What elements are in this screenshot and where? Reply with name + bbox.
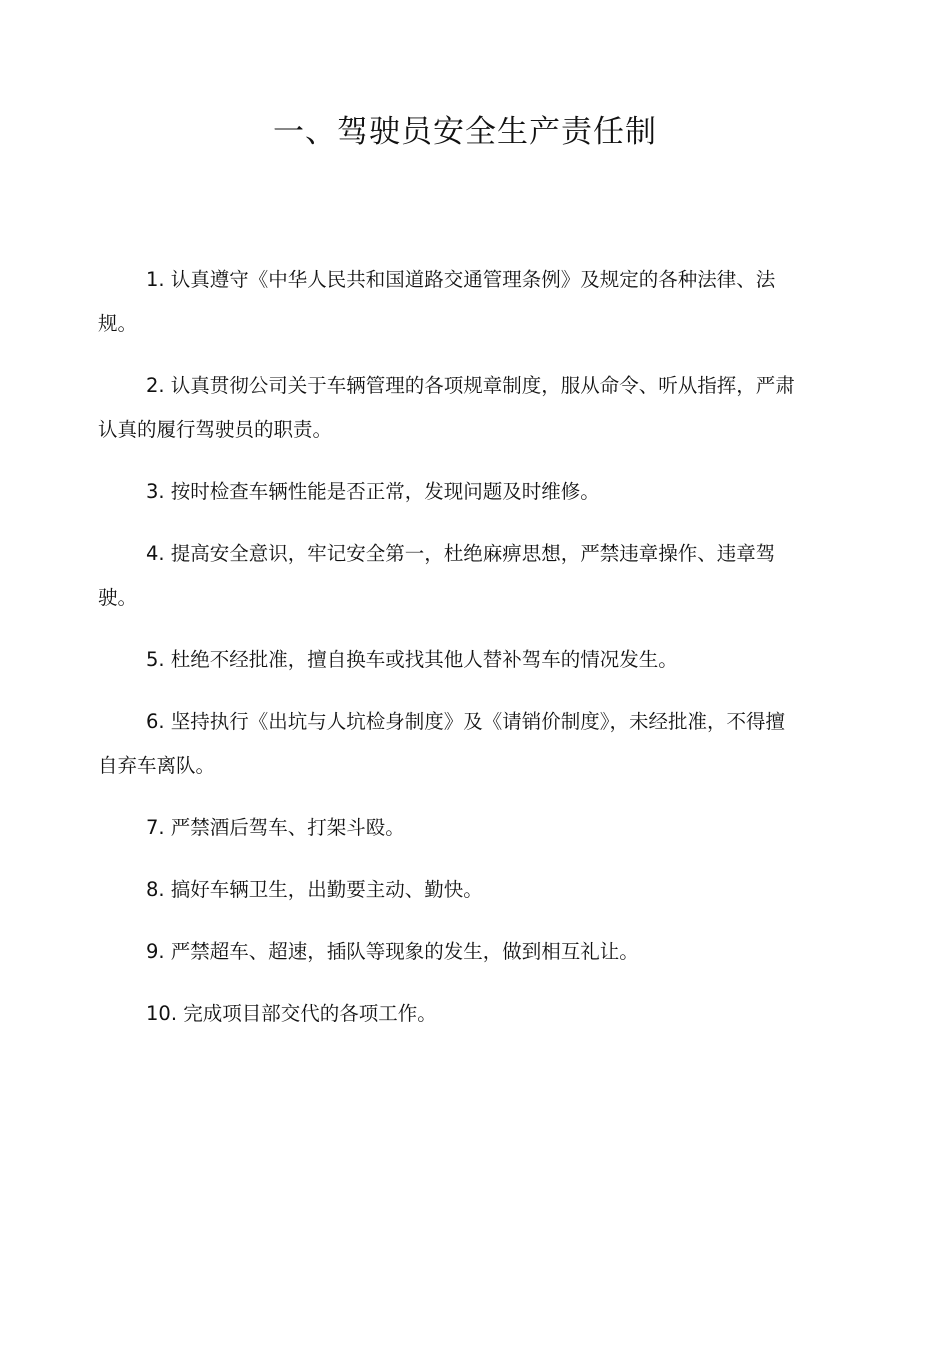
clause-item: 9. 严禁超车、超速，插队等现象的发生，做到相互礼让。 <box>146 940 639 963</box>
clause-item: 3. 按时检查车辆性能是否正常，发现问题及时维修。 <box>146 480 600 503</box>
clause-item: 4. 提高安全意识，牢记安全第一，杜绝麻痹思想，严禁违章操作、违章驾驶。 <box>98 542 776 609</box>
clause-item: 2. 认真贯彻公司关于车辆管理的各项规章制度，服从命令、听从指挥，严肃认真的履行驾驶员的职责。 <box>98 374 795 441</box>
clause-item: 5. 杜绝不经批准，擅自换车或找其他人替补驾车的情况发生。 <box>146 648 678 671</box>
clause-item: 10. 完成项目部交代的各项工作。 <box>146 1002 437 1025</box>
clause-item: 1. 认真遵守《中华人民共和国道路交通管理条例》及规定的各种法律、法规。 <box>98 268 776 335</box>
clause-item: 8. 搞好车辆卫生，出勤要主动、勤快。 <box>146 878 483 901</box>
clause-item: 7. 严禁酒后驾车、打架斗殴。 <box>146 816 405 839</box>
document-title: 一、驾驶员安全生产责任制 <box>273 114 657 150</box>
clause-list <box>98 258 798 1054</box>
clause-item: 6. 坚持执行《出坑与人坑检身制度》及《请销价制度》，未经批准，不得擅自弃车离队。 <box>98 710 786 777</box>
